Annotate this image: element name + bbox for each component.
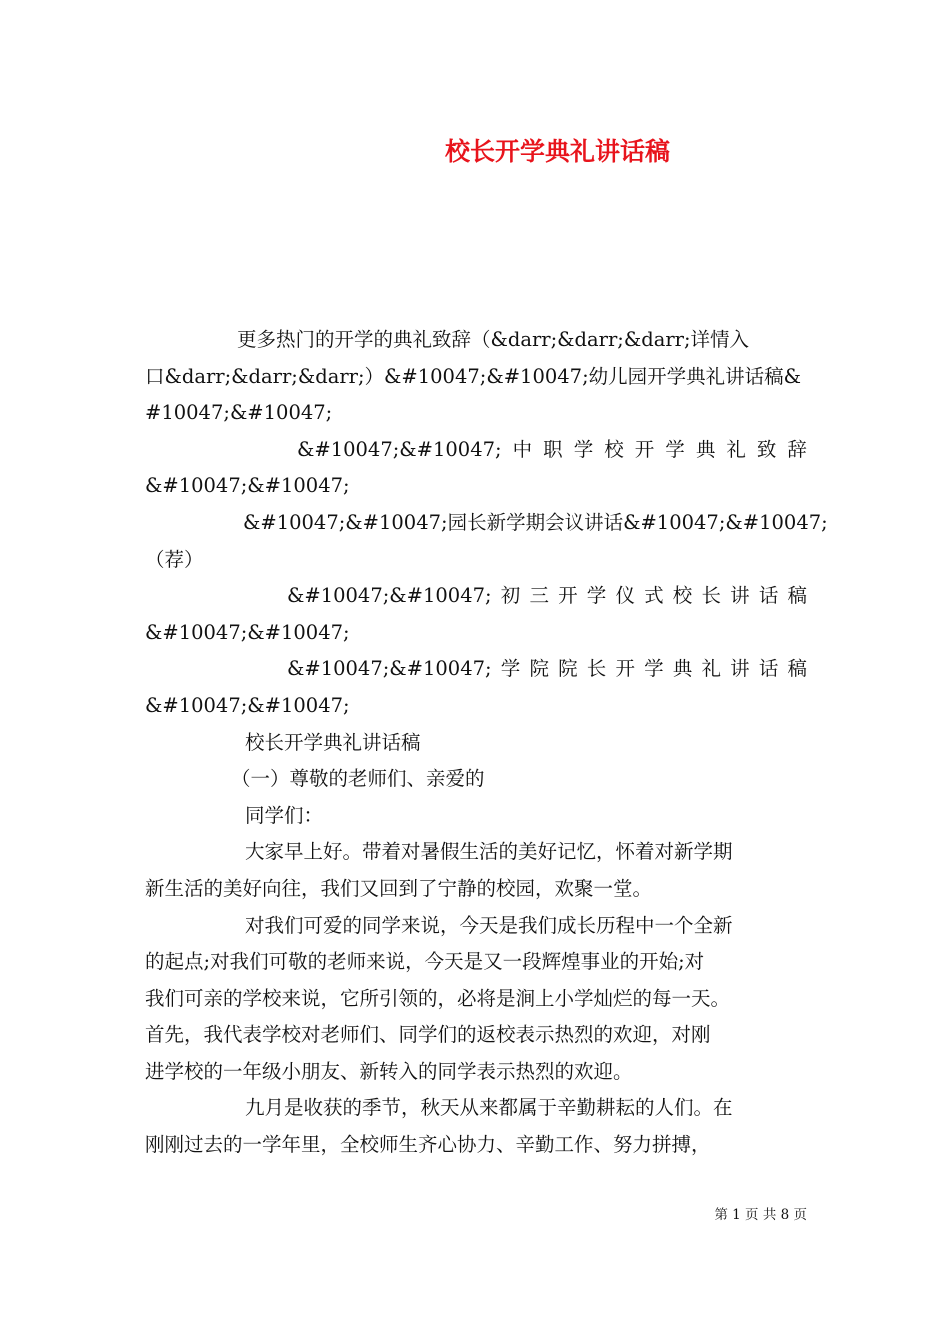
intro-line: #10047;&#10047; xyxy=(145,401,333,425)
link-char: 礼 xyxy=(726,437,746,461)
paragraph-line: 对我们可爱的同学来说，今天是我们成长历程中一个全新 xyxy=(245,913,733,937)
link-char: 式 xyxy=(644,584,664,608)
link-char: 致 xyxy=(756,437,777,461)
salutation: （一）尊敬的老师们、亲爱的 xyxy=(231,767,485,791)
link-char: 话 xyxy=(758,584,779,608)
link-item[interactable]: &#10047;&#10047;园长新学期会议讲话&#10047;&#10047; xyxy=(243,510,828,534)
link-char: 院 xyxy=(558,657,578,681)
link-tail: &#10047;&#10047; xyxy=(145,620,350,644)
paragraph-line: 刚刚过去的一学年里，全校师生齐心协力、辛勤工作、努力拼搏， xyxy=(145,1133,711,1157)
link-char: 学 xyxy=(573,437,594,461)
link-char: 校 xyxy=(672,584,693,608)
link-char: 话 xyxy=(758,657,779,681)
link-char: 仪 xyxy=(615,584,635,608)
link-char: 开 xyxy=(634,437,655,461)
link-tail: （荐） xyxy=(145,547,204,571)
link-char: 院 xyxy=(529,657,549,681)
link-char: 中 xyxy=(512,437,533,461)
link-char: 学 xyxy=(500,657,521,681)
link-char: 辞 xyxy=(787,437,807,461)
link-item[interactable] xyxy=(145,651,807,688)
document-title: 校长开学典礼讲话稿 xyxy=(444,137,670,166)
link-item[interactable] xyxy=(145,432,807,469)
salutation: 同学们： xyxy=(245,803,324,827)
link-prefix: &#10047;&#10047; xyxy=(297,437,502,461)
link-char: 讲 xyxy=(730,657,750,681)
link-char: 职 xyxy=(543,437,563,461)
paragraph-line: 首先，我代表学校对老师们、同学们的返校表示热烈的欢迎，对刚 xyxy=(145,1023,711,1047)
paragraph-line: 我们可亲的学校来说，它所引领的，必将是涧上小学灿烂的每一天。 xyxy=(145,986,731,1010)
link-char: 长 xyxy=(701,584,721,608)
link-char: 校 xyxy=(604,437,624,461)
link-tail: &#10047;&#10047; xyxy=(145,693,350,717)
link-char: 学 xyxy=(586,584,607,608)
intro-line: 更多热门的开学的典礼致辞（&darr;&darr;&darr;详情入 xyxy=(237,328,750,351)
paragraph-line: 大家早上好。带着对暑假生活的美好记忆，怀着对新学期 xyxy=(245,840,733,864)
link-char: 初 xyxy=(500,584,521,608)
link-char: 三 xyxy=(529,584,549,608)
link-prefix: &#10047;&#10047; xyxy=(287,584,492,608)
link-char: 开 xyxy=(558,584,578,608)
link-char: 礼 xyxy=(701,657,721,681)
paragraph-line: 新生活的美好向往，我们又回到了宁静的校园，欢聚一堂。 xyxy=(145,876,653,900)
link-char: 长 xyxy=(586,657,607,681)
link-char: 学 xyxy=(665,437,685,461)
paragraph-line: 的起点;对我们可敬的老师来说，今天是又一段辉煌事业的开始;对 xyxy=(145,950,705,974)
link-char: 开 xyxy=(615,657,635,681)
paragraph-line: 进学校的一年级小朋友、新转入的同学表示热烈的欢迎。 xyxy=(145,1059,633,1083)
document-body xyxy=(145,322,828,1164)
link-char: 学 xyxy=(644,657,664,681)
link-prefix: &#10047;&#10047; xyxy=(287,657,492,681)
intro-line: 口&darr;&darr;&darr;）&#10047;&#10047;幼儿园开学典礼讲话稿& xyxy=(145,364,801,388)
link-char: 典 xyxy=(695,437,716,461)
link-item[interactable] xyxy=(145,578,807,615)
link-char: 讲 xyxy=(730,584,750,608)
link-char: 典 xyxy=(672,657,693,681)
link-tail: &#10047;&#10047; xyxy=(145,474,350,498)
link-char: 稿 xyxy=(787,657,807,681)
link-char: 稿 xyxy=(787,584,807,608)
paragraph-line: 九月是收获的季节，秋天从来都属于辛勤耕耘的人们。在 xyxy=(245,1096,733,1120)
page-number: 第 1 页 共 8 页 xyxy=(714,1207,807,1223)
section-heading: 校长开学典礼讲话稿 xyxy=(245,730,421,754)
